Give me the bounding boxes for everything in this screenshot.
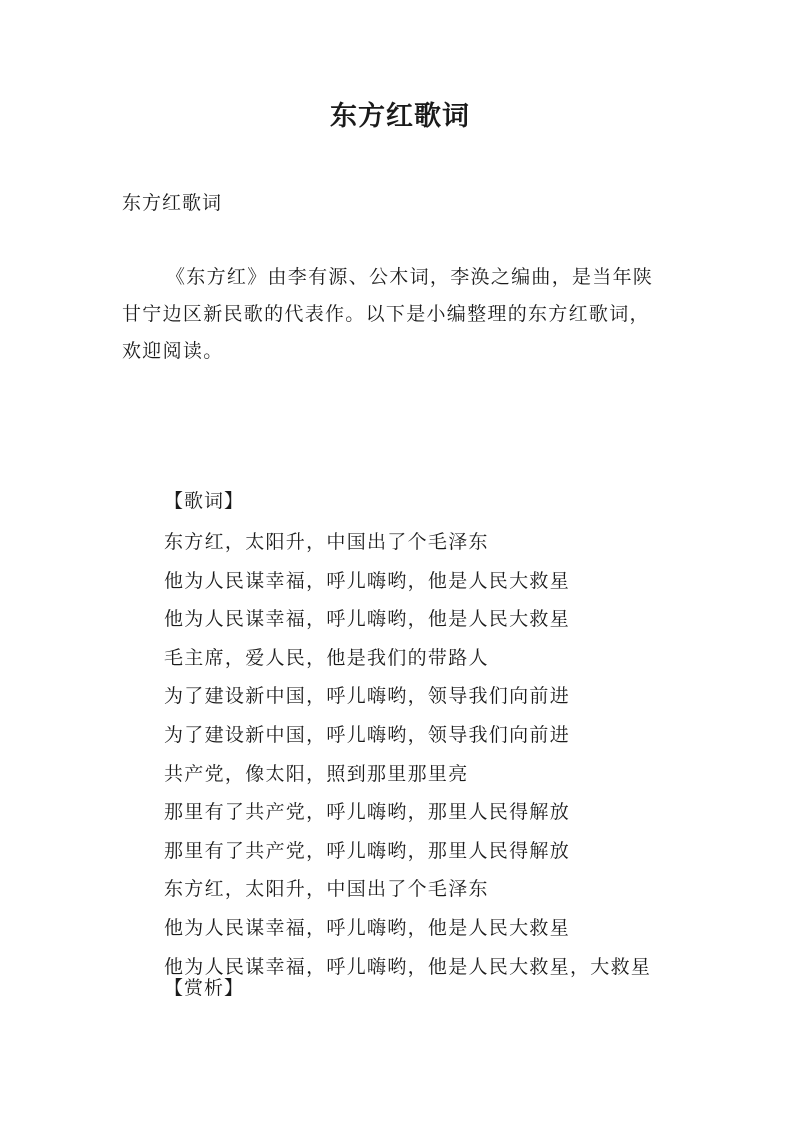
- page-title: 东方红歌词: [330, 101, 470, 132]
- lyric-line: 他为人民谋幸福，呼儿嗨哟，他是人民大救星，大救星: [164, 955, 652, 978]
- lyric-line: 他为人民谋幸福，呼儿嗨哟，他是人民大救星: [164, 569, 571, 592]
- lyrics-list: [164, 523, 651, 986]
- intro-line: 甘宁边区新民歌的代表作。以下是小编整理的东方红歌词，: [122, 303, 650, 325]
- lyric-line: 毛主席，爱人民，他是我们的带路人: [164, 646, 489, 669]
- lyric-line: 那里有了共产党，呼儿嗨哟，那里人民得解放: [164, 839, 571, 862]
- lyric-line: 共产党，像太阳，照到那里那里亮: [164, 762, 469, 785]
- intro-line: 《东方红》由李有源、公木词，李涣之编曲，是当年陕: [166, 266, 654, 288]
- lyric-line: 东方红，太阳升，中国出了个毛泽东: [164, 531, 489, 553]
- appreciation-heading: 【赏析】: [164, 977, 245, 999]
- lyric-line: 为了建设新中国，呼儿嗨哟，领导我们向前进: [164, 685, 571, 708]
- lyric-line: 他为人民谋幸福，呼儿嗨哟，他是人民大救星: [164, 916, 571, 939]
- lyric-line: 他为人民谋幸福，呼儿嗨哟，他是人民大救星: [164, 608, 571, 631]
- lyric-line: 为了建设新中国，呼儿嗨哟，领导我们向前进: [164, 723, 571, 746]
- lyrics-heading: 【歌词】: [164, 490, 245, 512]
- intro-paragraph: [122, 259, 694, 370]
- lyric-line: 东方红，太阳升，中国出了个毛泽东: [164, 878, 489, 901]
- intro-line: 欢迎阅读。: [122, 340, 224, 362]
- subtitle: 东方红歌词: [122, 192, 223, 214]
- lyric-line: 那里有了共产党，呼儿嗨哟，那里人民得解放: [164, 801, 571, 824]
